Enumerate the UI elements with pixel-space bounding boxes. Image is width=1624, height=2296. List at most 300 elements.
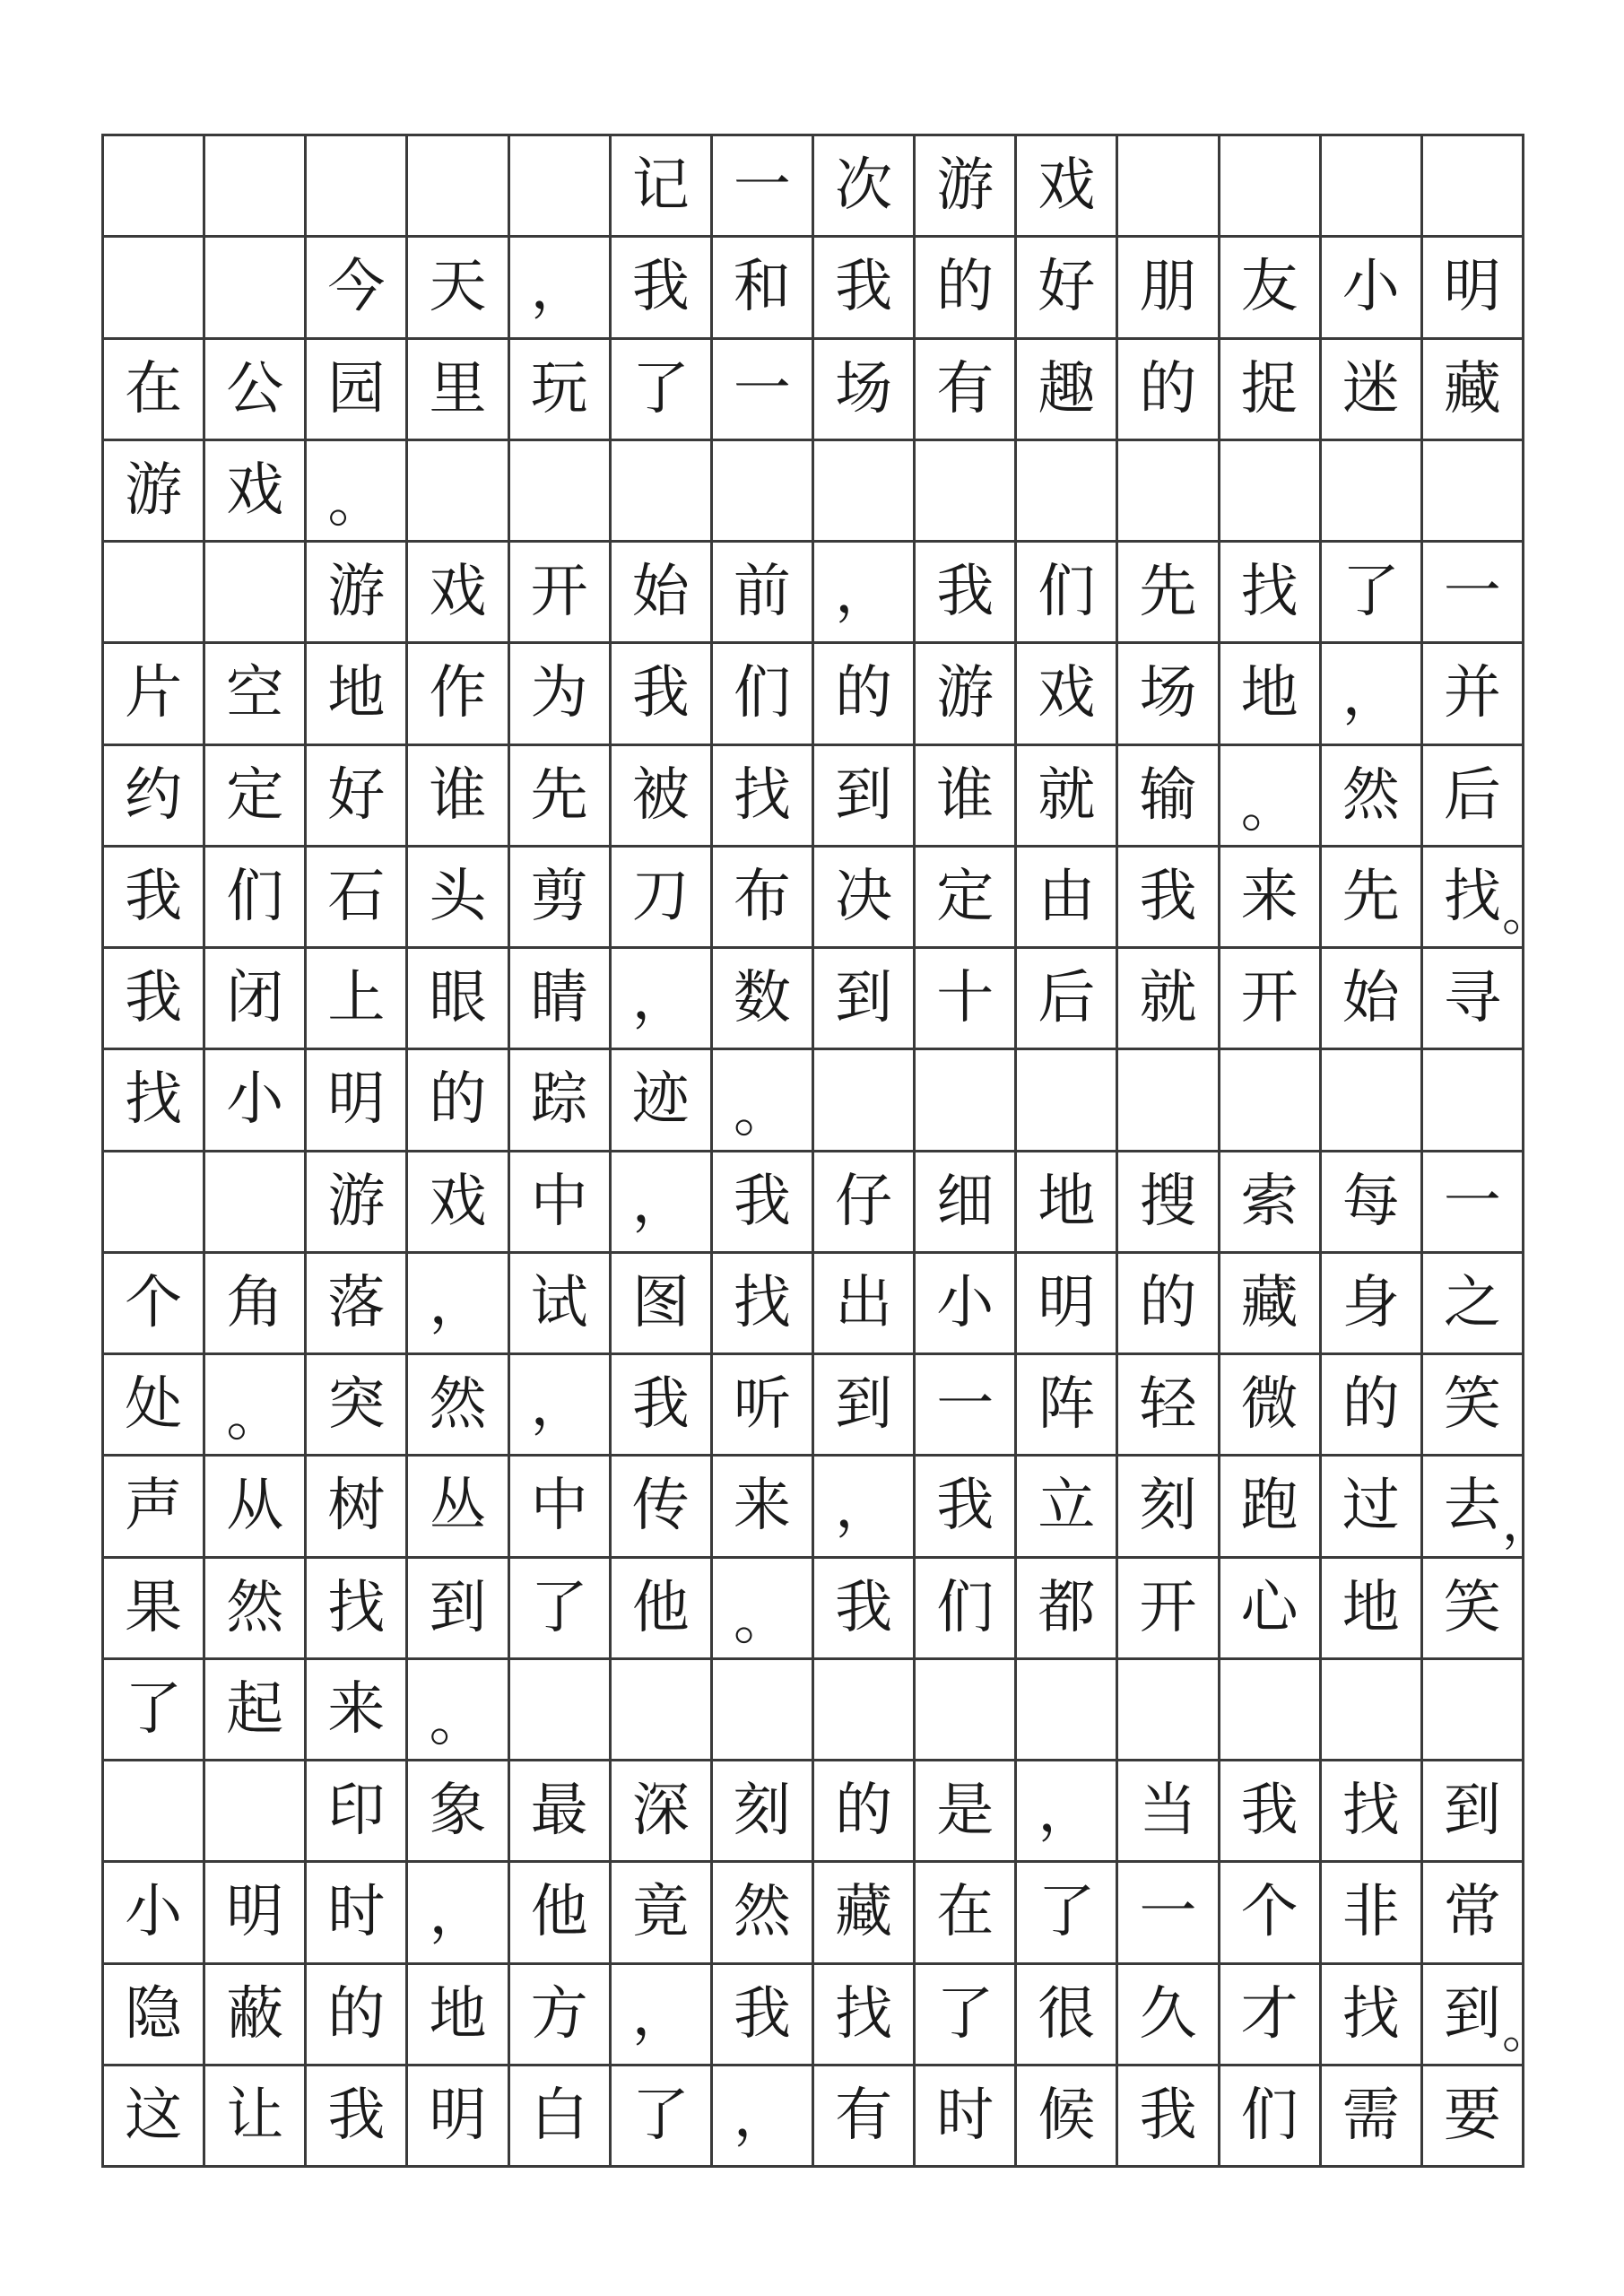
grid-char: 从 (226, 1473, 284, 1540)
grid-cell (408, 441, 509, 543)
grid-cell (916, 1863, 1017, 1964)
grid-char: 突 (327, 1371, 386, 1439)
grid-char: 传 (631, 1473, 690, 1540)
grid-cell (104, 136, 205, 238)
grid-cell (1118, 1152, 1220, 1254)
grid-char: 数 (733, 965, 791, 1032)
grid-char: 让 (226, 2082, 284, 2149)
grid-char: 上 (327, 965, 386, 1032)
grid-cell (104, 1457, 205, 1558)
grid-char: 之 (1443, 1269, 1501, 1336)
grid-cell (1322, 136, 1423, 238)
grid-char: 好 (327, 761, 386, 829)
grid-cell (612, 1254, 713, 1355)
grid-cell (1118, 543, 1220, 644)
grid-char: 戏 (1038, 660, 1096, 727)
grid-char: 戏 (226, 457, 284, 524)
grid-cell (1118, 238, 1220, 339)
grid-char: 到 (835, 965, 893, 1032)
grid-cell (510, 1152, 612, 1254)
grid-cell (1220, 543, 1322, 644)
grid-cell (307, 543, 408, 644)
grid-cell (205, 441, 307, 543)
grid-cell (916, 1457, 1017, 1558)
grid-cell (1220, 238, 1322, 339)
grid-cell (1118, 1457, 1220, 1558)
grid-cell (1322, 1355, 1423, 1457)
grid-cell (104, 1254, 205, 1355)
grid-cell (408, 1863, 509, 1964)
grid-char: 最 (530, 1778, 588, 1845)
grid-char: 然 (226, 1574, 284, 1641)
grid-cell (307, 1457, 408, 1558)
grid-cell (713, 644, 814, 745)
grid-cell (104, 746, 205, 848)
grid-cell (1423, 746, 1524, 848)
grid-cell (1220, 1660, 1322, 1761)
grid-char: 十 (936, 965, 994, 1032)
grid-cell (205, 1559, 307, 1660)
grid-cell (916, 340, 1017, 441)
grid-char: 的 (1342, 1371, 1400, 1439)
grid-char: 起 (226, 1675, 284, 1743)
grid-cell (1017, 1559, 1118, 1660)
grid-char: 当 (1139, 1778, 1197, 1845)
grid-cell (612, 1152, 713, 1254)
grid-cell (1017, 644, 1118, 745)
grid-char: 了 (1038, 1879, 1096, 1946)
grid-char: 到 (1443, 1778, 1501, 1845)
grid-char: 谁 (429, 761, 487, 829)
grid-cell (1322, 2066, 1423, 2168)
grid-cell (612, 848, 713, 949)
grid-char: 落 (327, 1269, 386, 1336)
grid-char: 的 (429, 1066, 487, 1134)
grid-char: 象 (429, 1778, 487, 1845)
grid-char: 开 (1139, 1574, 1197, 1641)
grid-cell (1118, 644, 1220, 745)
grid-cell (104, 1152, 205, 1254)
grid-cell (1118, 1254, 1220, 1355)
grid-cell (1322, 1863, 1423, 1964)
grid-char: 角 (226, 1269, 284, 1336)
grid-char: 我 (631, 660, 690, 727)
grid-cell (916, 1254, 1017, 1355)
grid-char: 戏 (1038, 152, 1096, 220)
grid-cell (510, 746, 612, 848)
grid-char: 去 (1443, 1473, 1501, 1540)
grid-cell (814, 949, 916, 1050)
grid-cell (713, 1152, 814, 1254)
margin-punctuation: 。 (1502, 884, 1552, 943)
grid-cell (104, 441, 205, 543)
grid-char: 找 (1342, 1778, 1400, 1845)
grid-char: 找 (1443, 863, 1501, 930)
grid-char: 找 (733, 1269, 791, 1336)
grid-cell (1118, 136, 1220, 238)
grid-cell (814, 746, 916, 848)
grid-cell (1423, 1457, 1552, 1558)
grid-cell (916, 1965, 1017, 2066)
grid-cell (205, 949, 307, 1050)
grid-char: 的 (835, 1778, 893, 1845)
grid-char: 一 (936, 1371, 994, 1439)
grid-cell (205, 1761, 307, 1863)
grid-char: 明 (1443, 254, 1501, 321)
grid-char: 们 (1240, 2082, 1298, 2149)
grid-cell (713, 746, 814, 848)
grid-char: 始 (1342, 965, 1400, 1032)
grid-cell (1220, 848, 1322, 949)
grid-cell (1220, 1050, 1322, 1152)
grid-cell (510, 340, 612, 441)
grid-cell (612, 1050, 713, 1152)
grid-char: 一 (1443, 559, 1501, 626)
grid-cell (713, 2066, 814, 2168)
grid-cell (612, 543, 713, 644)
grid-char: 刻 (733, 1778, 791, 1845)
grid-cell (1118, 2066, 1220, 2168)
grid-cell (916, 543, 1017, 644)
grid-cell (1322, 644, 1423, 745)
grid-cell (1322, 340, 1423, 441)
grid-cell (713, 136, 814, 238)
grid-char: 我 (936, 1473, 994, 1540)
grid-char: 并 (1443, 660, 1501, 727)
grid-char: 公 (226, 355, 284, 422)
grid-char: 时 (327, 1879, 386, 1946)
grid-char: 的 (835, 660, 893, 727)
grid-char: ， (631, 1981, 690, 2048)
grid-char: 时 (936, 2082, 994, 2149)
grid-char: ， (530, 1372, 588, 1439)
grid-cell (1220, 1863, 1322, 1964)
grid-cell (713, 949, 814, 1050)
grid-cell (916, 746, 1017, 848)
grid-cell (307, 1660, 408, 1761)
grid-cell (1322, 1152, 1423, 1254)
grid-char: 谁 (936, 761, 994, 829)
grid-cell (713, 238, 814, 339)
grid-char: 。 (226, 1383, 284, 1450)
grid-cell (104, 543, 205, 644)
grid-char: 为 (530, 660, 588, 727)
grid-cell (408, 1660, 509, 1761)
grid-char: 游 (327, 1168, 386, 1235)
grid-cell (307, 1559, 408, 1660)
grid-cell (307, 1050, 408, 1152)
grid-char: 的 (327, 1980, 386, 2048)
grid-char: 决 (835, 863, 893, 930)
grid-cell (307, 441, 408, 543)
grid-cell (1220, 1457, 1322, 1558)
grid-cell (408, 949, 509, 1050)
grid-cell (1322, 949, 1423, 1050)
grid-char: 到 (429, 1574, 487, 1641)
grid-char: 我 (125, 965, 183, 1032)
grid-char: 我 (1139, 2082, 1197, 2149)
grid-cell (510, 1254, 612, 1355)
grid-cell (1423, 1863, 1524, 1964)
grid-char: 地 (1038, 1168, 1096, 1235)
grid-cell (104, 1355, 205, 1457)
grid-cell (510, 1050, 612, 1152)
grid-cell (1220, 1152, 1322, 1254)
grid-char: 藏 (1443, 355, 1501, 422)
grid-cell (814, 238, 916, 339)
grid-char: 游 (125, 457, 183, 524)
grid-char: 他 (631, 1574, 690, 1641)
grid-cell (1017, 1660, 1118, 1761)
grid-cell (916, 1152, 1017, 1254)
grid-char: ， (631, 966, 690, 1033)
grid-char: 有 (835, 2082, 893, 2149)
grid-cell (1017, 1050, 1118, 1152)
grid-char: 场 (1139, 660, 1197, 727)
grid-char: 。 (733, 1078, 791, 1145)
grid-cell (408, 238, 509, 339)
grid-char: 我 (327, 2082, 386, 2149)
grid-char: 一 (1139, 1879, 1197, 1946)
grid-cell (408, 1965, 509, 2066)
grid-cell (205, 1965, 307, 2066)
grid-cell (1220, 1761, 1322, 1863)
grid-cell (814, 1863, 916, 1964)
grid-cell (1017, 848, 1118, 949)
grid-cell (205, 1152, 307, 1254)
grid-char: 要 (1443, 2082, 1501, 2149)
grid-char: 过 (1342, 1473, 1400, 1540)
grid-char: 每 (1342, 1168, 1400, 1235)
grid-cell (408, 340, 509, 441)
grid-cell (408, 1559, 509, 1660)
grid-char: ， (429, 1271, 487, 1337)
grid-char: 。 (429, 1688, 487, 1754)
grid-char: ， (530, 255, 588, 322)
grid-char: 明 (429, 2082, 487, 2149)
grid-cell (1118, 1761, 1220, 1863)
grid-cell (1423, 441, 1524, 543)
grid-cell (205, 1457, 307, 1558)
grid-cell (612, 1761, 713, 1863)
grid-cell (205, 238, 307, 339)
grid-cell (510, 238, 612, 339)
grid-char: 我 (1240, 1778, 1298, 1845)
grid-cell (1220, 340, 1322, 441)
grid-cell (916, 1660, 1017, 1761)
grid-cell (307, 1355, 408, 1457)
grid-char: 眼 (429, 965, 487, 1032)
grid-char: 我 (835, 1574, 893, 1641)
grid-char: 都 (1038, 1574, 1096, 1641)
grid-cell (510, 1355, 612, 1457)
grid-char: 细 (936, 1168, 994, 1235)
grid-char: 非 (1342, 1879, 1400, 1946)
grid-cell (1322, 848, 1423, 949)
grid-cell (1423, 136, 1524, 238)
grid-char: 我 (631, 1371, 690, 1439)
grid-char: 笑 (1443, 1574, 1501, 1641)
grid-char: 个 (1240, 1879, 1298, 1946)
grid-char: 作 (429, 660, 487, 727)
grid-cell (1017, 441, 1118, 543)
grid-char: 后 (1443, 761, 1501, 829)
grid-cell (1017, 2066, 1118, 2168)
grid-char: 好 (1038, 254, 1096, 321)
grid-cell (1220, 1355, 1322, 1457)
grid-cell (307, 644, 408, 745)
grid-cell (1423, 1965, 1552, 2066)
grid-cell (713, 1050, 814, 1152)
grid-cell (916, 1355, 1017, 1457)
grid-cell (1322, 441, 1423, 543)
grid-cell (1118, 1660, 1220, 1761)
grid-char: 这 (125, 2082, 183, 2149)
grid-char: 久 (1139, 1980, 1197, 2048)
grid-char: 地 (1240, 660, 1298, 727)
grid-cell (814, 848, 916, 949)
grid-cell (916, 2066, 1017, 2168)
grid-cell (612, 949, 713, 1050)
grid-char: 由 (1038, 863, 1096, 930)
grid-char: 输 (1139, 761, 1197, 829)
grid-char: 了 (631, 2082, 690, 2149)
grid-cell (814, 1457, 916, 1558)
grid-char: 先 (1342, 863, 1400, 930)
grid-char: ， (1342, 661, 1400, 728)
grid-char: 个 (125, 1269, 183, 1336)
grid-cell (205, 746, 307, 848)
grid-cell (510, 543, 612, 644)
grid-char: 捉 (1240, 355, 1298, 422)
grid-cell (408, 746, 509, 848)
grid-char: 隐 (125, 1980, 183, 2048)
grid-cell (510, 644, 612, 745)
grid-cell (612, 1559, 713, 1660)
grid-cell (814, 340, 916, 441)
grid-char: 剪 (530, 863, 588, 930)
grid-cell (104, 1863, 205, 1964)
grid-char: 找 (835, 1980, 893, 2048)
grid-cell (612, 441, 713, 543)
grid-char: 笑 (1443, 1371, 1501, 1439)
grid-cell (612, 746, 713, 848)
grid-char: 先 (1139, 559, 1197, 626)
grid-char: 搜 (1139, 1168, 1197, 1235)
grid-char: 他 (530, 1879, 588, 1946)
grid-char: 。 (327, 469, 386, 535)
grid-cell (1423, 543, 1524, 644)
grid-char: 开 (1240, 965, 1298, 1032)
grid-char: 们 (1038, 559, 1096, 626)
grid-cell (307, 238, 408, 339)
grid-char: 需 (1342, 2082, 1400, 2149)
grid-char: 石 (327, 863, 386, 930)
grid-cell (307, 1965, 408, 2066)
grid-cell (1322, 238, 1423, 339)
grid-char: 今 (327, 254, 386, 321)
grid-char: 游 (936, 660, 994, 727)
grid-char: 寻 (1443, 965, 1501, 1032)
grid-cell (104, 1965, 205, 2066)
grid-char: 阵 (1038, 1371, 1096, 1439)
grid-char: 游 (327, 559, 386, 626)
grid-char: 游 (936, 152, 994, 220)
grid-cell (1423, 1050, 1524, 1152)
grid-char: 次 (835, 152, 893, 220)
grid-cell (916, 441, 1017, 543)
grid-char: ， (429, 1880, 487, 1947)
grid-char: ， (733, 2083, 791, 2150)
grid-cell (1118, 1050, 1220, 1152)
grid-cell (408, 1761, 509, 1863)
grid-char: 试 (530, 1269, 588, 1336)
grid-cell (1322, 1050, 1423, 1152)
grid-cell (1423, 1152, 1524, 1254)
grid-char: 一 (733, 355, 791, 422)
grid-cell (1423, 1559, 1524, 1660)
grid-char: 就 (1139, 965, 1197, 1032)
grid-cell (1423, 1660, 1524, 1761)
grid-cell (1118, 1355, 1220, 1457)
grid-cell (713, 1863, 814, 1964)
grid-cell (408, 848, 509, 949)
grid-cell (510, 848, 612, 949)
grid-char: 一 (733, 152, 791, 220)
grid-cell (408, 1254, 509, 1355)
grid-char: 身 (1342, 1269, 1400, 1336)
grid-cell (205, 340, 307, 441)
grid-char: 到 (835, 761, 893, 829)
grid-char: 了 (631, 355, 690, 422)
grid-cell (612, 238, 713, 339)
grid-char: 开 (530, 559, 588, 626)
grid-cell (205, 1863, 307, 1964)
grid-cell (408, 2066, 509, 2168)
grid-char: 玩 (530, 355, 588, 422)
grid-cell (1423, 238, 1524, 339)
grid-char: 。 (733, 1586, 791, 1653)
grid-char: ， (835, 560, 893, 627)
grid-cell (1322, 1254, 1423, 1355)
grid-char: 方 (530, 1980, 588, 2048)
grid-char: 找 (1240, 559, 1298, 626)
grid-cell (1118, 1863, 1220, 1964)
grid-cell (104, 1050, 205, 1152)
grid-cell (713, 441, 814, 543)
grid-char: 我 (936, 559, 994, 626)
grid-char: ， (631, 1169, 690, 1236)
grid-cell (408, 1050, 509, 1152)
grid-char: 迷 (1342, 355, 1400, 422)
grid-char: 睛 (530, 965, 588, 1032)
grid-cell (916, 1761, 1017, 1863)
grid-char: 了 (1342, 559, 1400, 626)
grid-cell (612, 644, 713, 745)
grid-cell (916, 848, 1017, 949)
grid-char: 微 (1240, 1371, 1298, 1439)
grid-cell (408, 543, 509, 644)
grid-char: 一 (1443, 1168, 1501, 1235)
grid-char: 中 (530, 1168, 588, 1235)
grid-cell (1220, 949, 1322, 1050)
grid-char: 空 (226, 660, 284, 727)
grid-cell (104, 644, 205, 745)
grid-cell (1322, 1660, 1423, 1761)
grid-char: 了 (936, 1980, 994, 2048)
grid-char: 迹 (631, 1066, 690, 1134)
grid-char: 前 (733, 559, 791, 626)
